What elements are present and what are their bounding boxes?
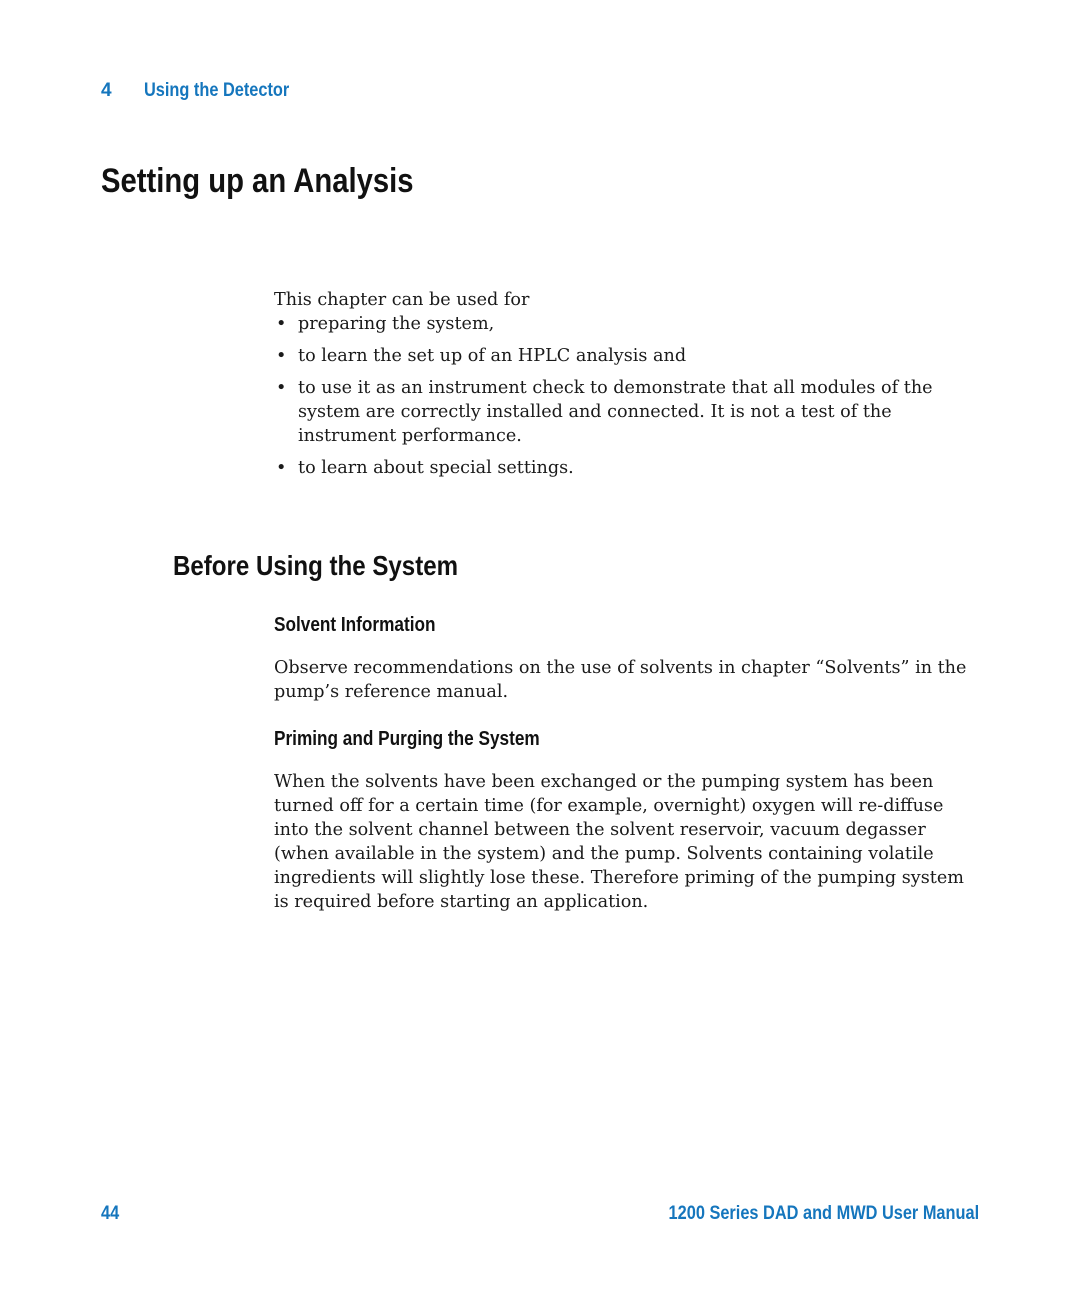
list-item-text: to use it as an instrument check to demonstrate that all modules of the system are correctly installed and connected. It is not a test of the instrument performance. bbox=[298, 378, 933, 446]
list-item bbox=[274, 312, 974, 336]
intro-block bbox=[274, 288, 974, 488]
section-heading-text: Before Using the System bbox=[173, 550, 459, 581]
subsection-heading-priming-purging bbox=[274, 728, 583, 751]
bullet-icon: • bbox=[276, 458, 287, 478]
list-item bbox=[274, 376, 974, 448]
chapter-title bbox=[144, 80, 313, 102]
solvent-information-paragraph bbox=[274, 656, 974, 704]
footer-page-number bbox=[101, 1203, 122, 1225]
chapter-title-text: Using the Detector bbox=[144, 80, 290, 101]
list-item bbox=[274, 344, 974, 368]
page-title-text: Setting up an Analysis bbox=[101, 162, 414, 200]
paragraph-text: Observe recommendations on the use of solvents in chapter “Solvents” in the pump’s reference manual. bbox=[274, 658, 967, 702]
bullet-icon: • bbox=[276, 314, 287, 334]
intro-bullet-list bbox=[274, 312, 974, 480]
list-item-text: to learn the set up of an HPLC analysis and bbox=[298, 346, 687, 366]
page-number-text: 44 bbox=[101, 1203, 120, 1224]
priming-purging-paragraph bbox=[274, 770, 974, 914]
footer-manual-title bbox=[618, 1203, 979, 1225]
manual-title-text: 1200 Series DAD and MWD User Manual bbox=[668, 1203, 979, 1224]
list-item-text: to learn about special settings. bbox=[298, 458, 574, 478]
section-heading bbox=[173, 550, 504, 582]
page-title bbox=[101, 162, 464, 201]
subsection-heading-text: Solvent Information bbox=[274, 614, 436, 636]
chapter-number: 4 bbox=[101, 80, 112, 101]
subsection-heading-solvent-information bbox=[274, 614, 462, 637]
intro-lead: This chapter can be used for bbox=[274, 290, 530, 310]
list-item-text: preparing the system, bbox=[298, 314, 495, 334]
paragraph-text: When the solvents have been exchanged or the pumping system has been turned off for a certain time (for example, overnight) oxygen will re-diffuse into the solvent channel between the solvent reservoir, vacuum degasser (when available in the system) and the pump. Solvents containing volatile ingredients will slightly lose these. Therefore priming of the pumping system is required before starting an application. bbox=[274, 772, 964, 912]
bullet-icon: • bbox=[276, 378, 287, 398]
bullet-icon: • bbox=[276, 346, 287, 366]
list-item bbox=[274, 456, 974, 480]
subsection-heading-text: Priming and Purging the System bbox=[274, 728, 540, 750]
